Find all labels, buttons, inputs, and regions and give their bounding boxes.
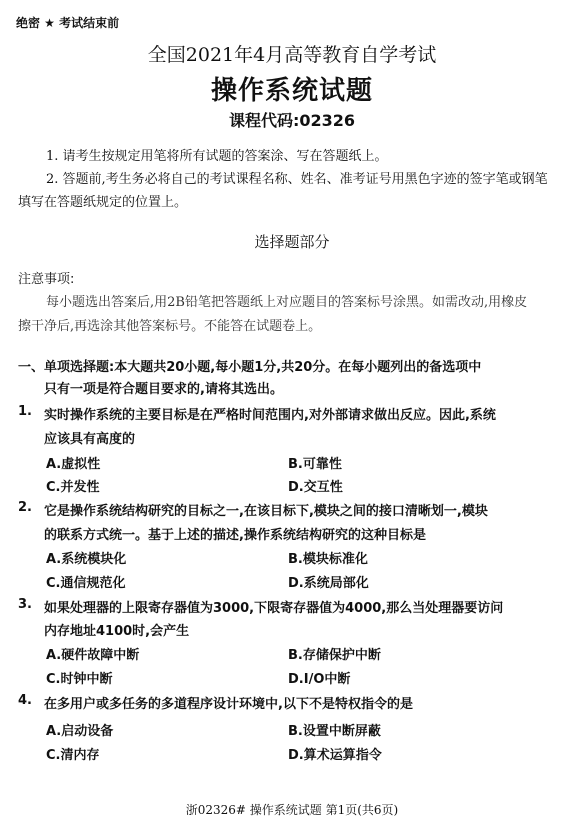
option-a: A.硬件故障中断 <box>46 648 140 663</box>
notes-line-2: 擦干净后,再选涂其他答案标号。不能答在试题卷上。 <box>18 319 322 334</box>
question-text-continued: 内存地址4100时,会产生 <box>44 624 190 639</box>
question-text: 如果处理器的上限寄存器值为3000,下限寄存器值为4000,那么当处理器要访问 <box>44 601 504 616</box>
course-code: 课程代码:02326 <box>228 111 356 130</box>
option-a: A.启动设备 <box>46 724 114 739</box>
notes-line-1: 每小题选出答案后,用2B铅笔把答题纸上对应题目的答案标号涂黑。如需改动,用橡皮 <box>46 295 528 310</box>
instruction-2-continued: 填写在答题纸规定的位置上。 <box>18 195 188 210</box>
option-c: C.时钟中断 <box>46 672 113 687</box>
option-d: D.算术运算指令 <box>288 748 382 763</box>
confidential-label: 绝密 ★ 考试结束前 <box>16 16 120 30</box>
question-text: 它是操作系统结构研究的目标之一,在该目标下,模块之间的接口清晰划一,模块 <box>44 504 488 519</box>
option-b: B.存储保护中断 <box>288 648 381 663</box>
question-text-continued: 的联系方式统一。基于上述的描述,操作系统结构研究的这种目标是 <box>44 528 426 543</box>
instruction-1: 1. 请考生按规定用笔将所有试题的答案涂、写在答题纸上。 <box>46 149 388 164</box>
question-number: 4. <box>18 693 32 708</box>
option-c: C.清内存 <box>46 748 100 763</box>
part-one-heading: 一、单项选择题:本大题共20小题,每小题1分,共20分。在每小题列出的备选项中 <box>18 360 482 375</box>
instruction-2: 2. 答题前,考生务必将自己的考试课程名称、姓名、准考证号用黑色字迹的签字笔或钢笔 <box>46 172 548 187</box>
exam-title: 全国2021年4月高等教育自学考试 <box>147 44 437 66</box>
option-a: A.虚拟性 <box>46 457 101 472</box>
option-a: A.系统模块化 <box>46 552 127 567</box>
question-text: 在多用户或多任务的多道程序设计环境中,以下不是特权指令的是 <box>44 697 413 712</box>
option-d: D.I/O中断 <box>288 672 351 687</box>
question-number: 1. <box>18 404 32 419</box>
option-c: C.并发性 <box>46 480 100 495</box>
option-b: B.可靠性 <box>288 457 342 472</box>
question-text: 实时操作系统的主要目标是在严格时间范围内,对外部请求做出反应。因此,系统 <box>44 408 496 423</box>
option-c: C.通信规范化 <box>46 576 126 591</box>
option-b: B.设置中断屏蔽 <box>288 724 381 739</box>
page-footer: 浙02326# 操作系统试题 第1页(共6页) <box>185 803 399 817</box>
section-title: 选择题部分 <box>254 233 330 251</box>
paper-title: 操作系统试题 <box>210 76 373 106</box>
question-number: 2. <box>18 500 32 515</box>
question-text-continued: 应该具有高度的 <box>44 432 136 447</box>
notes-heading: 注意事项: <box>18 272 75 287</box>
option-b: B.模块标准化 <box>288 552 368 567</box>
question-number: 3. <box>18 597 32 612</box>
option-d: D.系统局部化 <box>288 576 369 591</box>
part-one-heading-continued: 只有一项是符合题目要求的,请将其选出。 <box>44 382 283 397</box>
option-d: D.交互性 <box>288 480 343 495</box>
